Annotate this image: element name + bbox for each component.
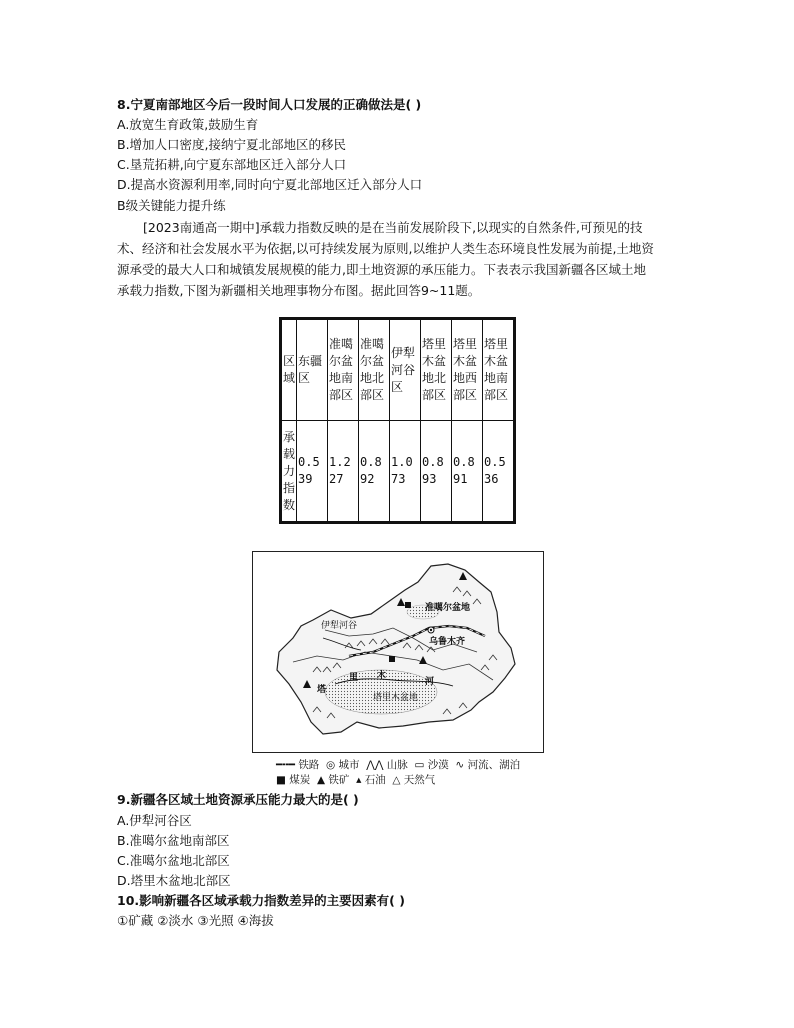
- table-region: 塔里木盆地北部区: [421, 319, 452, 421]
- river-legend-icon: ∿: [455, 759, 465, 771]
- legend-mountain: 山脉: [386, 759, 408, 771]
- legend-oil: 石油: [364, 774, 386, 786]
- oil-legend-icon: ▴: [356, 774, 362, 786]
- gas-legend-icon: △: [392, 774, 401, 786]
- table-value: 0.893: [421, 421, 452, 523]
- coal-symbol: [405, 602, 411, 608]
- legend-iron: 铁矿: [328, 774, 350, 786]
- legend-city: 城市: [338, 759, 360, 771]
- map-legend-row2: [276, 774, 435, 787]
- table-region: 伊犁河谷区: [390, 319, 421, 421]
- intro-paragraph: [2023南通高一期中]承载力指数反映的是在当前发展阶段下,以现实的自然条件,可预见的技术、经济和社会发展水平为依据,以可持续发展为原则,以维护人类生态环境良性发展为前提,土地资源承受的最大人口和城镇发展规模的能力,即土地资源的承压能力。下表表示我国新疆各区域土地承载力指数,下图为新疆相关地理事物分布图。据此回答9~11题。: [117, 220, 654, 298]
- table-region: 东疆区: [297, 319, 328, 421]
- map-label-urumqi: 乌鲁木齐: [429, 637, 466, 647]
- section-heading: B级关键能力提升练: [117, 198, 226, 213]
- table-row: [281, 319, 515, 421]
- table-value: 1.073: [390, 421, 421, 523]
- legend-gas: 天然气: [403, 774, 436, 786]
- city-legend-icon: ◎: [326, 759, 336, 771]
- table-value: 1.227: [328, 421, 359, 523]
- q9-option-a: A.伊犁河谷区: [117, 813, 192, 828]
- legend-railway: 铁路: [298, 759, 320, 771]
- table-region: 塔里木盆地西部区: [452, 319, 483, 421]
- table-value: 0.536: [483, 421, 515, 523]
- q9-option-d: D.塔里木盆地北部区: [117, 873, 231, 888]
- map-label-yili: 伊犁河谷: [321, 621, 358, 631]
- q8-option-b: B.增加人口密度,接纳宁夏北部地区的移民: [117, 137, 347, 152]
- legend-desert: 沙漠: [427, 759, 449, 771]
- map-label-li: 里: [349, 673, 359, 683]
- q9-option-c: C.准噶尔盆地北部区: [117, 853, 230, 868]
- coal-legend-icon: ■: [276, 774, 286, 786]
- map-label-he: 河: [425, 677, 435, 687]
- table-region: 准噶尔盆地北部区: [359, 319, 390, 421]
- xinjiang-map: [252, 551, 544, 753]
- table-header-label: 区域: [281, 319, 297, 421]
- map-legend-row1: [276, 759, 520, 772]
- table-row-label: 承载力指数: [281, 421, 297, 523]
- q9-stem: 9.新疆各区域土地资源承压能力最大的是( ): [117, 792, 359, 807]
- map-canvas: [253, 552, 543, 752]
- coal-symbol: [389, 656, 395, 662]
- railway-legend-icon: ━╍━: [276, 759, 295, 771]
- q10-stem: 10.影响新疆各区域承载力指数差异的主要因素有( ): [117, 893, 405, 908]
- q8-option-a: A.放宽生育政策,鼓励生育: [117, 117, 259, 132]
- carrying-capacity-table: [279, 317, 516, 524]
- q8-stem: 8.宁夏南部地区今后一段时间人口发展的正确做法是( ): [117, 97, 422, 112]
- map-label-junggar: 准噶尔盆地: [425, 603, 471, 613]
- map-label-tarim: 塔里木盆地: [373, 693, 419, 703]
- q9-option-b: B.准噶尔盆地南部区: [117, 833, 230, 848]
- legend-coal: 煤炭: [289, 774, 311, 786]
- q8-option-c: C.垦荒拓耕,向宁夏东部地区迁入部分人口: [117, 157, 347, 172]
- q10-options: ①矿藏 ②淡水 ③光照 ④海拔: [117, 913, 274, 928]
- q8-option-d: D.提高水资源利用率,同时向宁夏北部地区迁入部分人口: [117, 177, 423, 192]
- table-value: 0.539: [297, 421, 328, 523]
- mountain-legend-icon: ⋀⋀: [366, 759, 384, 771]
- legend-river: 河流、湖泊: [467, 759, 521, 771]
- map-label-ta: 塔: [317, 685, 327, 695]
- iron-legend-icon: ▲: [316, 774, 326, 786]
- table-value: 0.892: [359, 421, 390, 523]
- table-value: 0.891: [452, 421, 483, 523]
- table-region: 塔里木盆地南部区: [483, 319, 515, 421]
- table-row: [281, 421, 515, 523]
- table-region: 准噶尔盆地南部区: [328, 319, 359, 421]
- map-label-mu: 木: [377, 671, 387, 681]
- desert-legend-icon: ▭: [414, 759, 425, 771]
